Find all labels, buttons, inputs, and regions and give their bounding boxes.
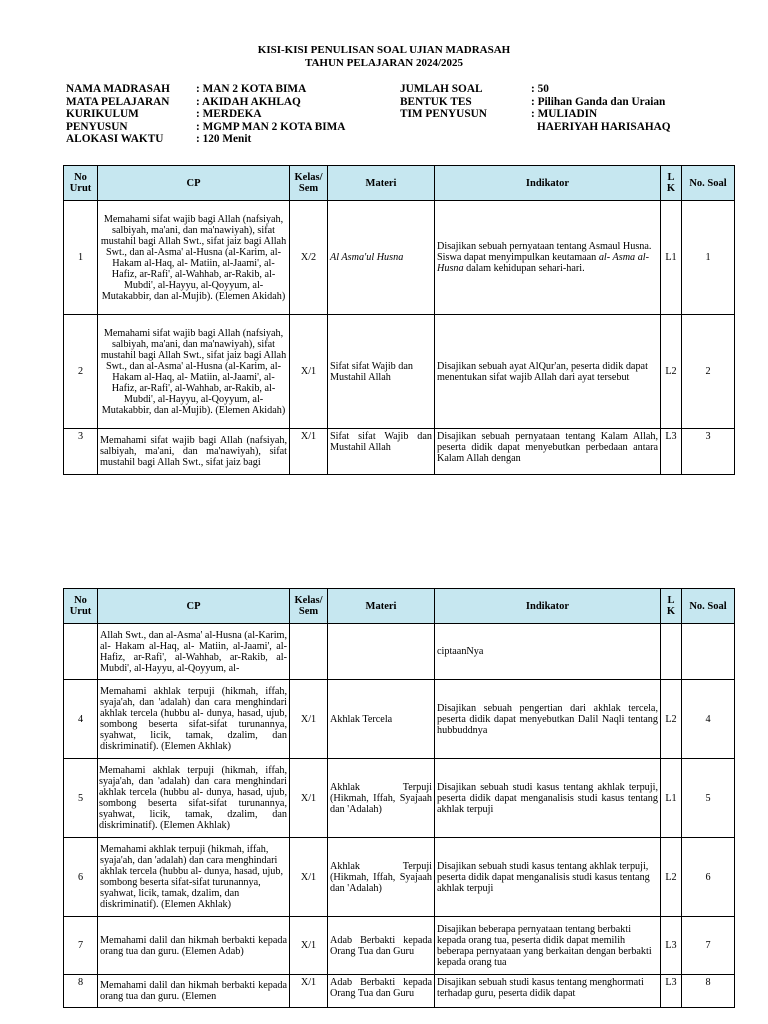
document-title: KISI-KISI PENULISAN SOAL UJIAN MADRASAH <box>257 44 511 56</box>
cell-kelas <box>290 624 328 680</box>
cell-indikator: Disajikan sebuah studi kasus tentang akhlak terpuji, peserta didik dapat menganalisis studi kasus tentang akhlak terpuji <box>435 838 661 917</box>
info-value: : MAN 2 KOTA BIMA <box>196 83 307 95</box>
cell-no-soal: 6 <box>682 838 735 917</box>
cell-kelas: X/1 <box>290 975 328 1008</box>
cell-lk <box>661 624 682 680</box>
info-value: : Pilihan Ganda dan Uraian <box>531 95 666 108</box>
cell-indikator: Disajikan sebuah ayat AlQur'an, peserta didik dapat menentukan sifat wajib Allah dari ayat tersebut <box>435 315 661 429</box>
cell-cp: Memahami akhlak terpuji (hikmah, iffah, syaja'ah, dan 'adalah) dan cara menghindari akhlak tercela (hubbu al- dunya, hasad, ujub, sombong beserta sifat-sifat turunannya, syahwat, licik, tamak, dzalim, dan diskriminatif). (Elemen Akhlak) <box>98 838 290 917</box>
header-lk: L K <box>661 589 682 624</box>
cell-cp: Memahami sifat wajib bagi Allah (nafsiyah, salbiyah, ma'ani, dan ma'nawiyah), sifat mustahil bagi Allah Swt., sifat jaiz bagi Allah Swt., dan al-Asma' al-Husna (al-Karim, al- Hakam al-Haq, al- Matiin, al-Jaami', al-Hafiz, ar-Rafi', al-Wahhab, ar-Rakib, al-Mubdi', al-Hayyu, al-Qoyyum, al- Mutakabbir, dan al-Mujib). (Elemen Akidah) <box>98 201 290 315</box>
info-value: : MERDEKA <box>196 108 262 121</box>
table-row <box>64 759 735 838</box>
info-value: HAERIYAH HARISAHAQ <box>537 120 671 133</box>
table-row <box>64 917 735 975</box>
table-row <box>64 838 735 917</box>
cell-kelas: X/1 <box>290 838 328 917</box>
cell-no: 2 <box>64 315 98 429</box>
info-row-bentuk-tes <box>400 96 671 109</box>
cell-cp: Memahami dalil dan hikmah berbakti kepada orang tua dan guru. (Elemen <box>98 975 290 1008</box>
document-subtitle: TAHUN PELAJARAN 2024/2025 <box>304 57 464 69</box>
cell-lk: L2 <box>661 315 682 429</box>
cell-lk: L3 <box>661 975 682 1008</box>
header-kelas-sem: Kelas/ Sem <box>290 166 328 201</box>
cell-kelas: X/1 <box>290 429 328 475</box>
table-row <box>64 429 735 475</box>
cell-indikator: Disajikan sebuah studi kasus tentang akhlak terpuji, peserta didik dapat menganalisis studi kasus tentang akhlak terpuji <box>435 759 661 838</box>
header-no-urut: No Urut <box>64 166 98 201</box>
cell-indikator: Disajikan beberapa pernyataan tentang berbakti kepada orang tua, peserta didik dapat memilih beberapa pernyataan yang berkaitan dengan berbakti kepada orang tua <box>435 917 661 975</box>
indikator-text: Disajikan sebuah pernyataan tentang Asmaul Husna. Siswa dapat menyimpulkan keutamaan <box>437 241 652 263</box>
header-no-soal: No. Soal <box>682 166 735 201</box>
header-kelas-sem: Kelas/ Sem <box>290 589 328 624</box>
header-materi: Materi <box>328 166 435 201</box>
cell-no: 5 <box>64 759 98 838</box>
cell-cp: Memahami sifat wajib bagi Allah (nafsiyah, salbiyah, ma'ani, dan ma'nawiyah), sifat mustahil bagi Allah Swt., sifat jaiz bagi <box>98 429 290 475</box>
table-header-row <box>64 166 735 201</box>
header-indikator: Indikator <box>435 589 661 624</box>
info-label: ALOKASI WAKTU <box>66 133 164 146</box>
cell-cp: Memahami sifat wajib bagi Allah (nafsiyah, salbiyah, ma'ani, dan ma'nawiyah), sifat mustahil bagi Allah Swt., sifat jaiz bagi Allah Swt., dan al-Asma' al-Husna (al-Karim, al- Hakam al-Haq, al- Matiin, al-Jaami', al-Hafiz, ar-Rafi', al-Wahhab, ar-Rakib, al-Mubdi', al-Hayyu, al-Qoyyum, al- Mutakabbir, dan al-Mujib). (Elemen Akidah) <box>98 315 290 429</box>
cell-kelas: X/1 <box>290 315 328 429</box>
info-row-penyusun <box>66 121 345 134</box>
cell-kelas: X/1 <box>290 680 328 759</box>
info-row-tim-penyusun <box>400 108 671 121</box>
info-row-nama-madrasah <box>66 83 345 96</box>
cell-no-soal: 3 <box>682 429 735 475</box>
cell-lk: L3 <box>661 429 682 475</box>
info-row-tim-penyusun-2 <box>400 121 671 134</box>
cell-materi: Al Asma'ul Husna <box>328 201 435 315</box>
cell-no-soal <box>682 624 735 680</box>
cell-materi: Sifat sifat Wajib dan Mustahil Allah <box>328 429 435 475</box>
info-label: KURIKULUM <box>66 108 139 121</box>
cell-kelas: X/1 <box>290 917 328 975</box>
table-row <box>64 624 735 680</box>
info-row-alokasi-waktu <box>66 133 345 146</box>
cell-kelas: X/1 <box>290 759 328 838</box>
cell-materi: Adab Berbakti kepada Orang Tua dan Guru <box>328 917 435 975</box>
header-cp: CP <box>98 589 290 624</box>
table-row <box>64 315 735 429</box>
table-row <box>64 975 735 1008</box>
cell-cp: Memahami akhlak terpuji (hikmah, iffah, syaja'ah, dan 'adalah) dan cara menghindari akhlak tercela (hubbu al- dunya, hasad, ujub, sombong beserta sifat-sifat turunannya, syahwat, licik, tamak, dzalim, dan diskriminatif). (Elemen Akhlak) <box>98 680 290 759</box>
cell-lk: L1 <box>661 759 682 838</box>
cell-no: 3 <box>64 429 98 475</box>
header-no-urut: No Urut <box>64 589 98 624</box>
header-materi: Materi <box>328 589 435 624</box>
cell-no: 4 <box>64 680 98 759</box>
table-row <box>64 680 735 759</box>
info-value: : 120 Menit <box>196 133 252 146</box>
info-right <box>400 83 671 133</box>
cell-indikator: Disajikan sebuah pengertian dari akhlak tercela, peserta didik dapat menyebutkan Dalil Naqli tentang hubbuddnya <box>435 680 661 759</box>
table-row <box>64 201 735 315</box>
header-no-soal: No. Soal <box>682 589 735 624</box>
info-label: TIM PENYUSUN <box>400 108 487 121</box>
header-cp: CP <box>98 166 290 201</box>
info-row-mata-pelajaran <box>66 96 345 109</box>
cell-materi: Akhlak Terpuji (Hikmah, Iffah, Syajaah dan 'Adalah) <box>328 759 435 838</box>
cell-indikator: Disajikan sebuah studi kasus tentang menghormati terhadap guru, peserta didik dapat <box>435 975 661 1008</box>
table-header-row <box>64 589 735 624</box>
cell-no: 7 <box>64 917 98 975</box>
kisi-table-page-2 <box>63 588 735 1008</box>
info-row-jumlah-soal <box>400 83 671 96</box>
info-label: NAMA MADRASAH <box>66 83 170 95</box>
header-indikator: Indikator <box>435 166 661 201</box>
kisi-table-page-1 <box>63 165 735 475</box>
cell-no: 1 <box>64 201 98 315</box>
cell-cp: Allah Swt., dan al-Asma' al-Husna (al-Karim, al- Hakam al-Haq, al- Matiin, al-Jaami', al-Hafiz, ar-Rafi', al-Wahhab, ar-Rakib, al-Mubdi', al-Hayyu, al-Qoyyum, al- <box>98 624 290 680</box>
info-label: BENTUK TES <box>400 95 472 108</box>
indikator-text: dalam kehidupan sehari-hari. <box>463 263 585 274</box>
info-value: : AKIDAH AKHLAQ <box>196 95 301 108</box>
cell-materi: Akhlak Terpuji (Hikmah, Iffah, Syajaah dan 'Adalah) <box>328 838 435 917</box>
info-value: : MULIADIN <box>531 108 598 121</box>
cell-kelas: X/2 <box>290 201 328 315</box>
cell-lk: L3 <box>661 917 682 975</box>
header-lk: L K <box>661 166 682 201</box>
cell-no-soal: 5 <box>682 759 735 838</box>
cell-indikator <box>435 201 661 315</box>
cell-materi: Adab Berbakti kepada Orang Tua dan Guru <box>328 975 435 1008</box>
cell-indikator: ciptaanNya <box>435 624 661 680</box>
cell-no-soal: 8 <box>682 975 735 1008</box>
cell-lk: L2 <box>661 838 682 917</box>
info-value: : MGMP MAN 2 KOTA BIMA <box>196 120 346 133</box>
info-row-kurikulum <box>66 108 345 121</box>
cell-cp: Memahami dalil dan hikmah berbakti kepada orang tua dan guru. (Elemen Adab) <box>98 917 290 975</box>
info-label: JUMLAH SOAL <box>400 83 483 95</box>
info-label: MATA PELAJARAN <box>66 95 170 108</box>
cell-lk: L2 <box>661 680 682 759</box>
cell-materi <box>328 624 435 680</box>
cell-no-soal: 4 <box>682 680 735 759</box>
cell-no-soal: 1 <box>682 201 735 315</box>
cell-no: 8 <box>64 975 98 1008</box>
info-left <box>66 83 345 146</box>
info-label: PENYUSUN <box>66 120 128 133</box>
cell-cp: Memahami akhlak terpuji (hikmah, iffah, syaja'ah, dan 'adalah) dan cara menghindari akhlak tercela (hubbu al- dunya, hasad, ujub, sombong beserta sifat-sifat turunannya, syahwat, licik, tamak, dzalim, dan diskriminatif). (Elemen Akhlak) <box>98 759 290 838</box>
cell-no: 6 <box>64 838 98 917</box>
cell-materi: Sifat sifat Wajib dan Mustahil Allah <box>328 315 435 429</box>
cell-materi: Akhlak Tercela <box>328 680 435 759</box>
indikator-italic-term: al- Asma al-Husna <box>437 252 650 274</box>
cell-no-soal: 7 <box>682 917 735 975</box>
cell-indikator: Disajikan sebuah pernyataan tentang Kalam Allah, peserta didik dapat menyebutkan perbedaan antara Kalam Allah dengan <box>435 429 661 475</box>
cell-no <box>64 624 98 680</box>
cell-no-soal: 2 <box>682 315 735 429</box>
info-value: : 50 <box>531 83 549 95</box>
cell-lk: L1 <box>661 201 682 315</box>
